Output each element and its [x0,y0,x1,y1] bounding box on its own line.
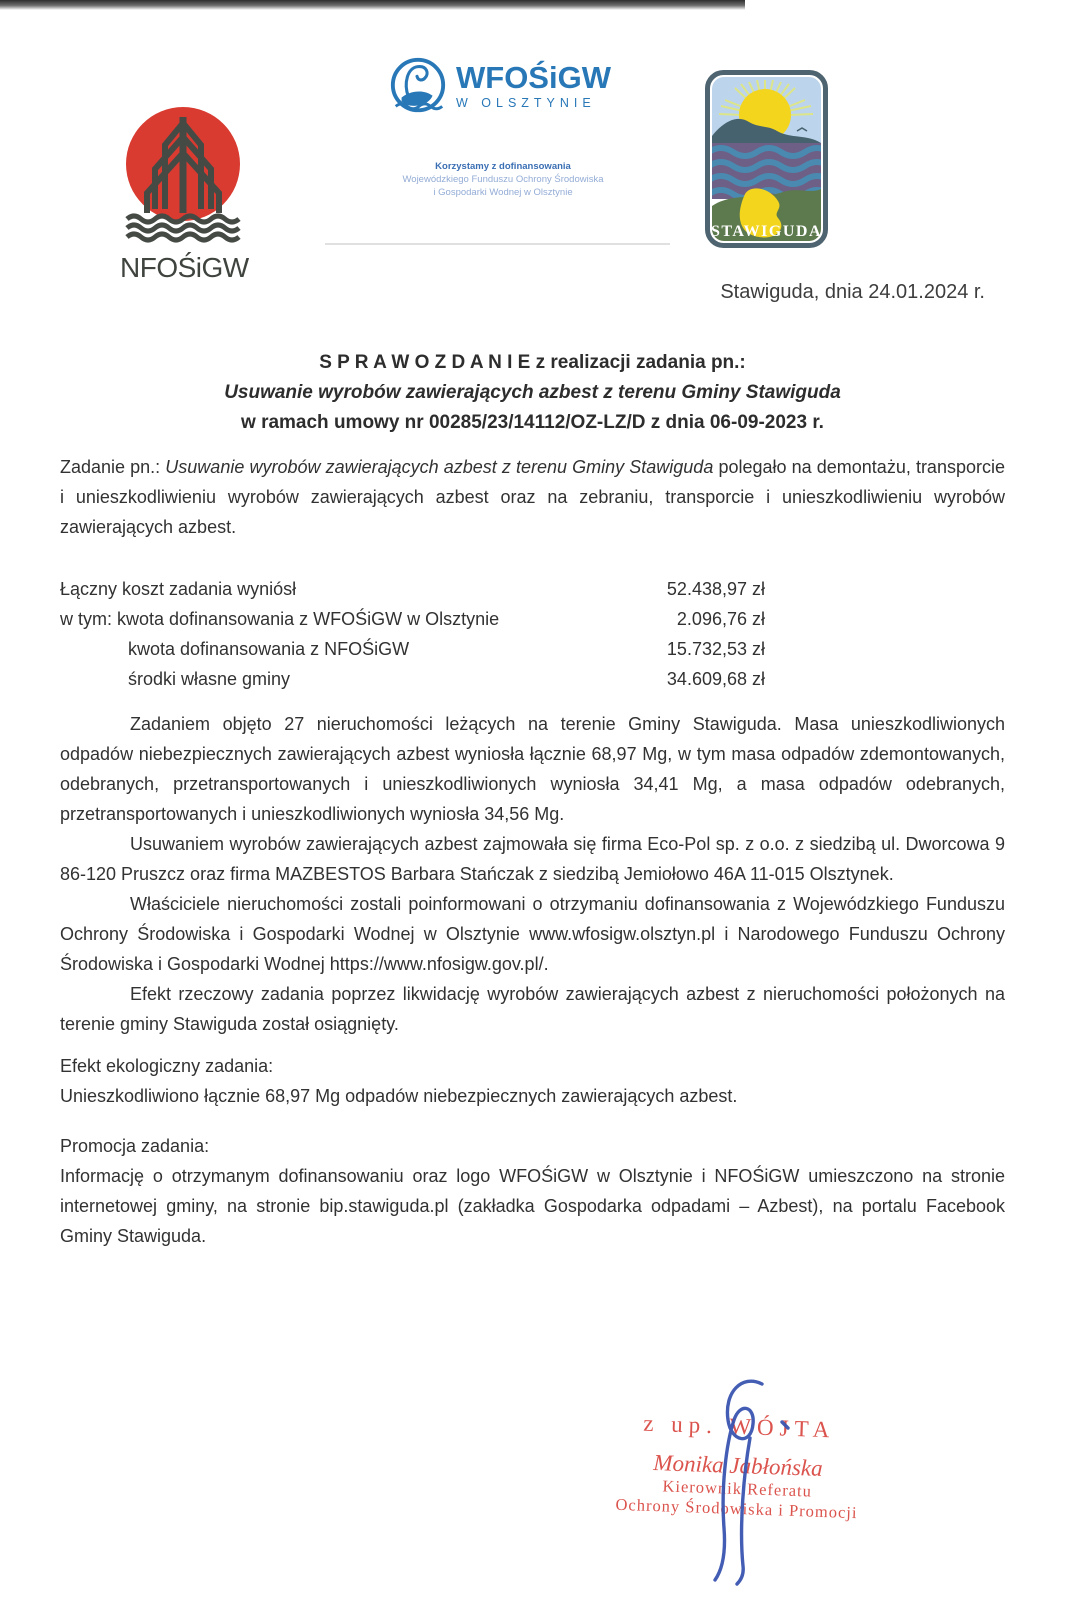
p1-lead: Zadanie pn.: [60,457,166,477]
paragraph-properties-mass: Zadaniem objęto 27 nieruchomości leżących na terenie Gminy Stawiguda. Masa unieszkodliwionych odpadów niebezpiecznych zawierających azbest wyniosła łącznie 68,97 Mg, w tym masa odpadów zdemontowanych, odebranych, przetransportowanych i unieszkodliwionych wyniosła 34,41 Mg, a masa odpadów odebranych, przetransportowanych i unieszkodliwionych wyniosła 34,56 Mg. [60,714,1005,824]
promotion-text: Informację o otrzymanym dofinansowaniu oraz logo WFOŚiGW w Olsztynie i NFOŚiGW umieszczono na stronie internetowej gminy, na stronie bip.stawiguda.pl (zakładka Gospodarka odpadami – Azbest), na portalu Facebook Gminy Stawiguda. [60,1166,1005,1246]
promotion-heading: Promocja zadania: [60,1136,210,1156]
wfosigw-caption-line3: i Gospodarki Wodnej w Olsztynie [433,187,573,198]
stamp-authority-line: z up. WÓJTA [642,1410,836,1443]
wfosigw-caption-line2: Wojewódzkiego Funduszu Ochrony Środowiska [402,174,604,185]
cost-label: kwota dofinansowania z NFOŚiGW [128,639,410,659]
stamp-signer-name: Monika Jabłońska [653,1450,824,1481]
paragraph-material-effect: Efekt rzeczowy zadania poprzez likwidację wyrobów zawierających azbest z nieruchomości położonych na terenie gminy Stawiguda został osiągnięty. [60,984,1005,1034]
stawiguda-logo [705,70,828,253]
ecological-effect-section [60,1051,1005,1111]
cost-row-own-funds [60,664,765,694]
report-title-line2: Usuwanie wyrobów zawierających azbest z terenu Gminy Stawiguda [224,382,841,403]
p1-rest: polegało na demontażu, transporcie i unieszkodliwieniu wyrobów zawierających azbest oraz na zebraniu, transporcie i unieszkodliwieniu wyrobów zawierających azbest. [60,457,1005,537]
nfosigw-logo-label: NFOŚiGW [120,252,249,283]
report-title-line3: w ramach umowy nr 00285/23/14112/OZ-LZ/D z dnia 06-09-2023 r. [241,412,824,433]
paragraph-task-description [60,452,1005,542]
cost-label: Łączny koszt zadania wyniósł [60,579,297,599]
stawiguda-logo-label: STAWIGUDA [711,223,822,240]
stamp-role-line2: Ochrony Środowiska i Promocji [615,1494,858,1523]
document-header [0,0,1066,330]
wfosigw-logo-name: WFOŚiGW [456,59,611,95]
paragraph-contractors: Usuwaniem wyrobów zawierających azbest zajmowała się firma Eco-Pol sp. z o.o. z siedzibą ul. Dworcowa 9 86-120 Pruszcz oraz firma MAZBESTOS Barbara Stańczak z siedzibą Jemiołowo 46A 11-015 Olsztynek. [60,834,1005,884]
wfosigw-logo-subname: W OLSZTYNIE [456,95,596,110]
wfosigw-logo [388,55,618,198]
wfosigw-heron-icon [388,55,448,117]
cost-amount: 2.096,76 zł [676,609,765,629]
cost-summary [60,574,1005,694]
stawiguda-crest-icon [705,70,828,248]
cost-amount: 15.732,53 zł [666,639,765,659]
p1-task-name: Usuwanie wyrobów zawierających azbest z terenu Gminy Stawiguda [165,457,714,477]
report-title-line1: S P R A W O Z D A N I E z realizacji zadania pn.: [319,352,746,373]
cost-label: w tym: kwota dofinansowania z WFOŚiGW w Olsztynie [60,609,500,629]
nfosigw-tree-icon [120,101,248,246]
report-title [60,348,1005,438]
nfosigw-logo [120,101,248,284]
stamp-role-line1: Kierownik Referatu [662,1476,813,1501]
cost-row-wfosigw [60,604,765,634]
ecological-effect-heading: Efekt ekologiczny zadania: [60,1056,274,1076]
ecological-effect-text: Unieszkodliwiono łącznie 68,97 Mg odpadów niebezpiecznych zawierających azbest. [60,1086,738,1106]
cost-row-total [60,574,765,604]
handwritten-signature [698,1376,793,1588]
promotion-section [60,1131,1005,1251]
cost-row-nfosigw [60,634,765,664]
cost-amount: 52.438,97 zł [666,579,765,599]
wfosigw-caption-line1: Korzystamy z dofinansowania [435,161,571,172]
wfosigw-funding-caption [393,160,613,199]
body-paragraphs [60,709,1005,1039]
cost-label: środki własne gminy [128,669,291,689]
paragraph-owners-informed: Właściciele nieruchomości zostali poinformowani o otrzymaniu dofinansowania z Wojewódzkiego Funduszu Ochrony Środowiska i Gospodarki Wodnej w Olsztynie www.wfosigw.olsztyn.pl i Narodowego Funduszu Ochrony Środowiska i Gospodarki Wodnej https://www.nfosigw.gov.pl/. [60,894,1005,974]
date-line: Stawiguda, dnia 24.01.2024 r. [720,281,985,303]
document-body [60,452,1005,1251]
cost-amount: 34.609,68 zł [666,669,765,689]
